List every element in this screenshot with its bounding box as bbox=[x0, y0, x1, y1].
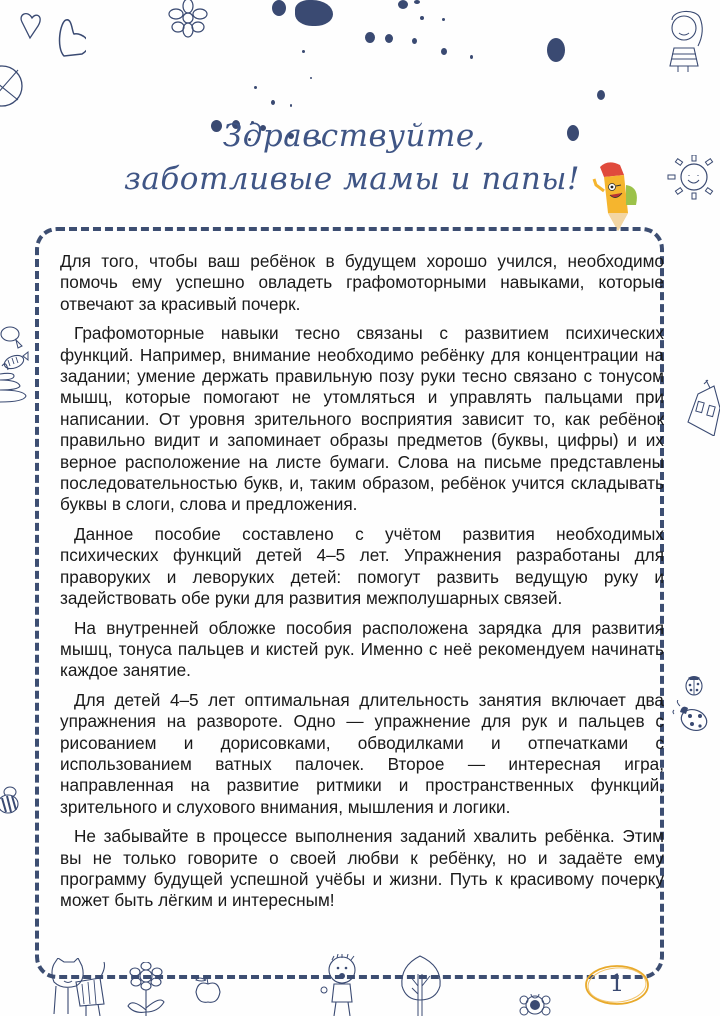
ball-icon bbox=[0, 60, 28, 112]
apple-icon bbox=[192, 976, 224, 1006]
flower-icon bbox=[164, 0, 214, 40]
flower-icon bbox=[518, 994, 552, 1016]
heart-icon bbox=[16, 8, 86, 64]
boy-doodle bbox=[320, 954, 370, 1016]
page-number-badge bbox=[583, 963, 651, 1007]
cat-doodle bbox=[48, 958, 110, 1016]
page-number: 1 bbox=[609, 971, 625, 997]
ladybug-icon bbox=[682, 670, 706, 698]
paragraph: Данное пособие составлено с учётом развития необходимых психических функций детей 4–5 лет. Упражнения разработаны для праворуких и леворуких детей: помогут развить ведущую руку и задействовать обе руки для развития межполушарных связей. bbox=[60, 523, 664, 609]
girl-doodle bbox=[662, 8, 718, 72]
paragraph: Графомоторные навыки тесно связаны с развитием психических функций. Например, внимание необходимо ребёнку для концентрации на задании; умение держать правильную позу руки тесно связано с тонусом мышц, которые помогают не утомляться и управлять пальцами при написании. От уровня зрительного восприятия зависит то, как ребёнок правильно видит и запоминает образы предметов (буквы, цифры) и их верное расположение на листе бумаги. Слова на письме представлены последовательностью букв, и, таким образом, ребёнок учится складывать буквы в слоги, слова и предложения. bbox=[60, 323, 664, 515]
pencil-mascot-icon bbox=[590, 155, 646, 235]
flower-icon bbox=[124, 962, 168, 1016]
page-title-line-1: Здравствуйте, bbox=[222, 118, 486, 154]
stacking-toy-icon bbox=[0, 360, 30, 410]
bee-icon bbox=[0, 782, 24, 818]
house-icon bbox=[684, 378, 720, 436]
paragraph: Не забывайте в процессе выполнения заданий хвалить ребёнка. Этим вы не только говорите о своей любви к ребёнку, но и задаёте ему программу будущей успешной учёбы и жизни. Путь к красивому почерку может быть лёгким и интересным! bbox=[60, 826, 664, 911]
paragraph: Для того, чтобы ваш ребёнок в будущем хорошо учился, необходимо помочь ему успешно овладеть графомоторными навыками, которые отвечают за красивый почерк. bbox=[60, 251, 664, 314]
tree-icon bbox=[398, 954, 444, 1016]
intro-text bbox=[60, 251, 664, 920]
sun-icon bbox=[666, 155, 720, 200]
paragraph: Для детей 4–5 лет оптимальная длительность занятия включает два упражнения на развороте. Одно — упражнение для рук и пальцев с рисованием и дорисовками, обводилками и отпечатками с использованием ватных палочек. Второе — интересная игра, направленная на развитие ритмики и пространственных функций, зрительного и слухового внимания, мышления и логики. bbox=[60, 689, 664, 817]
page-title-line-2: заботливые мамы и папы! bbox=[124, 161, 580, 197]
ladybug-icon bbox=[672, 700, 712, 736]
paragraph: На внутренней обложке пособия расположена зарядка для развития мышц, тонуса пальцев и кистей рук. Именно с неё рекомендуем начинать каждое занятие. bbox=[60, 617, 664, 681]
